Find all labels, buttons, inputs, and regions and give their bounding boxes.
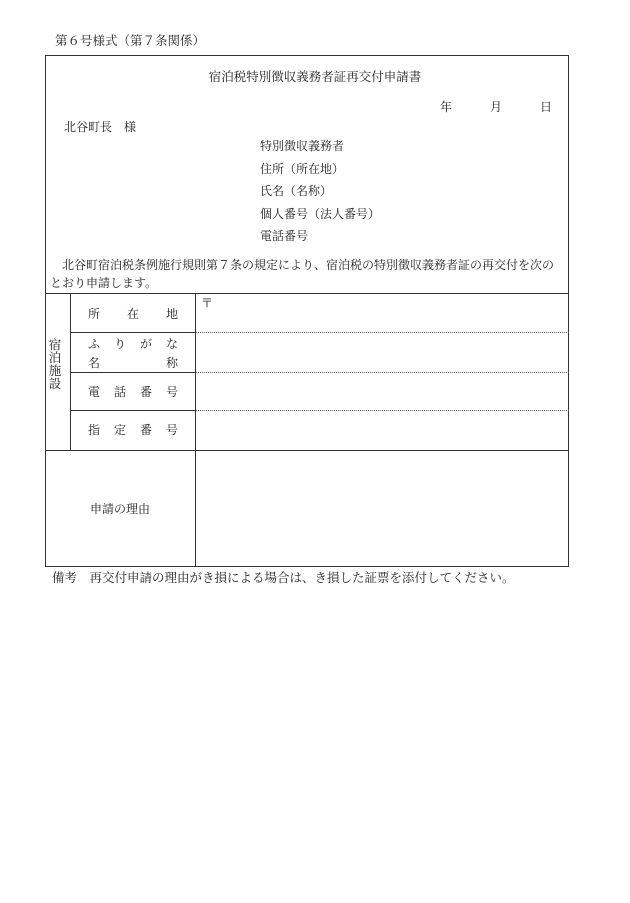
label-char: 地 <box>165 307 178 321</box>
applicant-role: 特別徴収義務者 <box>260 139 345 153</box>
date-year-label: 年 <box>440 100 453 114</box>
label-char: が <box>139 337 152 351</box>
reason-field[interactable] <box>197 452 565 564</box>
label-value-divider <box>195 293 196 567</box>
divider-header-table <box>45 293 569 294</box>
facility-phone-field[interactable] <box>197 374 565 408</box>
applicant-address-label: 住所（所在地） <box>260 162 345 176</box>
label-char: 称 <box>165 356 178 370</box>
furigana-label <box>88 338 178 350</box>
label-char: 定 <box>113 423 126 437</box>
label-char: ふ <box>88 337 101 351</box>
postal-mark: 〒 <box>201 296 214 310</box>
applicant-name-label: 氏名（名称） <box>260 184 333 198</box>
statement-line-1: 北谷町宿泊税条例施行規則第７条の規定により、宿泊税の特別徴収義務者証の再交付を次の <box>62 258 555 272</box>
label-char: り <box>113 337 126 351</box>
remarks-note: 備考 再交付申請の理由がき損による場合は、き損した証票を添付してください。 <box>52 570 515 585</box>
date-day-label: 日 <box>540 100 553 114</box>
statement-line-2: とおり申請します。 <box>50 276 158 290</box>
row-divider <box>70 332 195 333</box>
designation-number-field[interactable] <box>197 412 565 448</box>
divider-facility-reason <box>45 450 569 451</box>
label-char: 所 <box>88 307 101 321</box>
label-char: 電 <box>88 385 101 399</box>
label-char: 番 <box>139 385 152 399</box>
facility-section-label: 宿泊施設 <box>48 337 62 391</box>
label-char: 号 <box>165 423 178 437</box>
row-divider <box>70 372 195 373</box>
row-divider-dotted <box>195 372 569 373</box>
designation-number-label <box>88 424 178 436</box>
addressee: 北谷町長 様 <box>64 120 137 134</box>
row-divider <box>70 410 195 411</box>
label-char: な <box>165 337 178 351</box>
reason-label: 申請の理由 <box>90 502 151 516</box>
document-title: 宿泊税特別徴収義務者証再交付申請書 <box>208 69 422 84</box>
label-char: 話 <box>113 385 126 399</box>
date-month-label: 月 <box>490 100 503 114</box>
facility-name-label <box>88 357 178 369</box>
row-divider-dotted <box>195 410 569 411</box>
label-char: 在 <box>126 307 139 321</box>
facility-name-field[interactable] <box>197 334 565 370</box>
form-style-number: 第６号様式（第７条関係） <box>55 33 206 48</box>
applicant-phone-label: 電話番号 <box>260 229 309 243</box>
applicant-personal-number-label: 個人番号（法人番号） <box>260 207 381 221</box>
location-field[interactable] <box>210 296 565 330</box>
label-char: 号 <box>165 385 178 399</box>
label-char: 指 <box>88 423 101 437</box>
row-divider-dotted <box>195 332 569 333</box>
facility-phone-label <box>88 386 178 398</box>
location-label <box>88 308 178 320</box>
label-char: 名 <box>88 356 101 370</box>
label-char: 番 <box>139 423 152 437</box>
facility-column-divider <box>70 293 71 450</box>
